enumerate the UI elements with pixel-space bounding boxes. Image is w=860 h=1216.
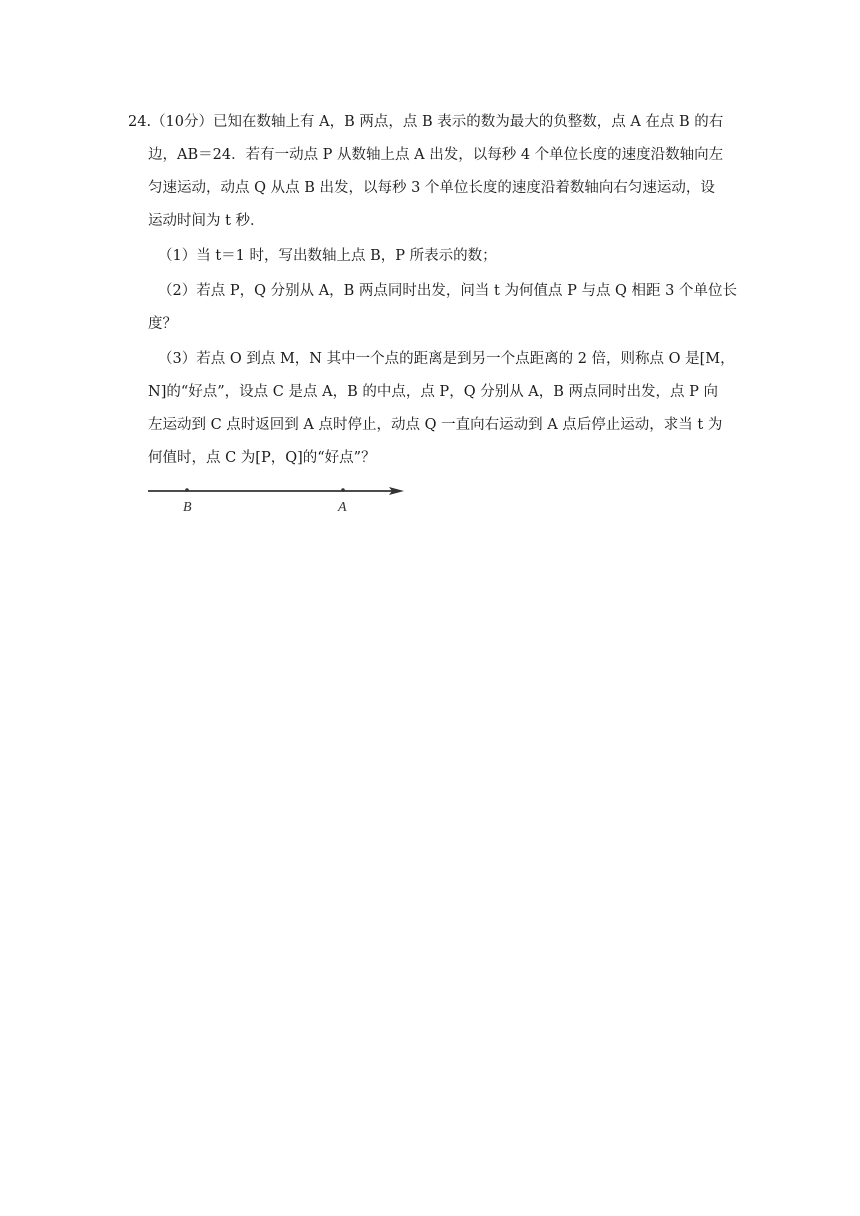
problem-line-1: 24.（10分）已知在数轴上有 A，B 两点，点 B 表示的数为最大的负整数，点 A 在点 B 的右 [128,114,724,130]
question-1: （1）当 t＝1 时，写出数轴上点 B，P 所表示的数； [158,248,497,264]
point-b-dot [185,488,189,492]
question-2-line-2: 度？ [148,316,177,332]
problem-line-4: 运动时间为 t 秒． [148,213,265,229]
problem-line-2: 边，AB＝24．若有一动点 P 从数轴上点 A 出发，以每秒 4 个单位长度的速度沿数轴向左 [148,147,724,163]
question-3-line-2: N]的“好点”，设点 C 是点 A，B 的中点，点 P，Q 分别从 A，B 两点同时出发，点 P 向 [148,384,719,400]
question-3-line-3: 左运动到 C 点时返回到 A 点时停止，动点 Q 一直向右运动到 A 点后停止运动，求当 t 为 [148,417,723,433]
point-a-label: A [338,500,347,515]
question-3-line-1: （3）若点 O 到点 M，N 其中一个点的距离是到另一个点距离的 2 倍，则称点 O 是[M， [158,351,735,367]
point-b-label: B [183,500,192,515]
problem-line-3: 匀速运动，动点 Q 从点 B 出发，以每秒 3 个单位长度的速度沿着数轴向右匀速运动，设 [148,180,715,196]
question-2-line-1: （2）若点 P，Q 分别从 A，B 两点同时出发，问当 t 为何值点 P 与点 Q 相距 3 个单位长 [158,283,737,299]
number-line-figure [140,478,420,518]
question-3-line-4: 何值时，点 C 为[P，Q]的“好点”？ [148,450,376,466]
point-a-dot [341,488,345,492]
